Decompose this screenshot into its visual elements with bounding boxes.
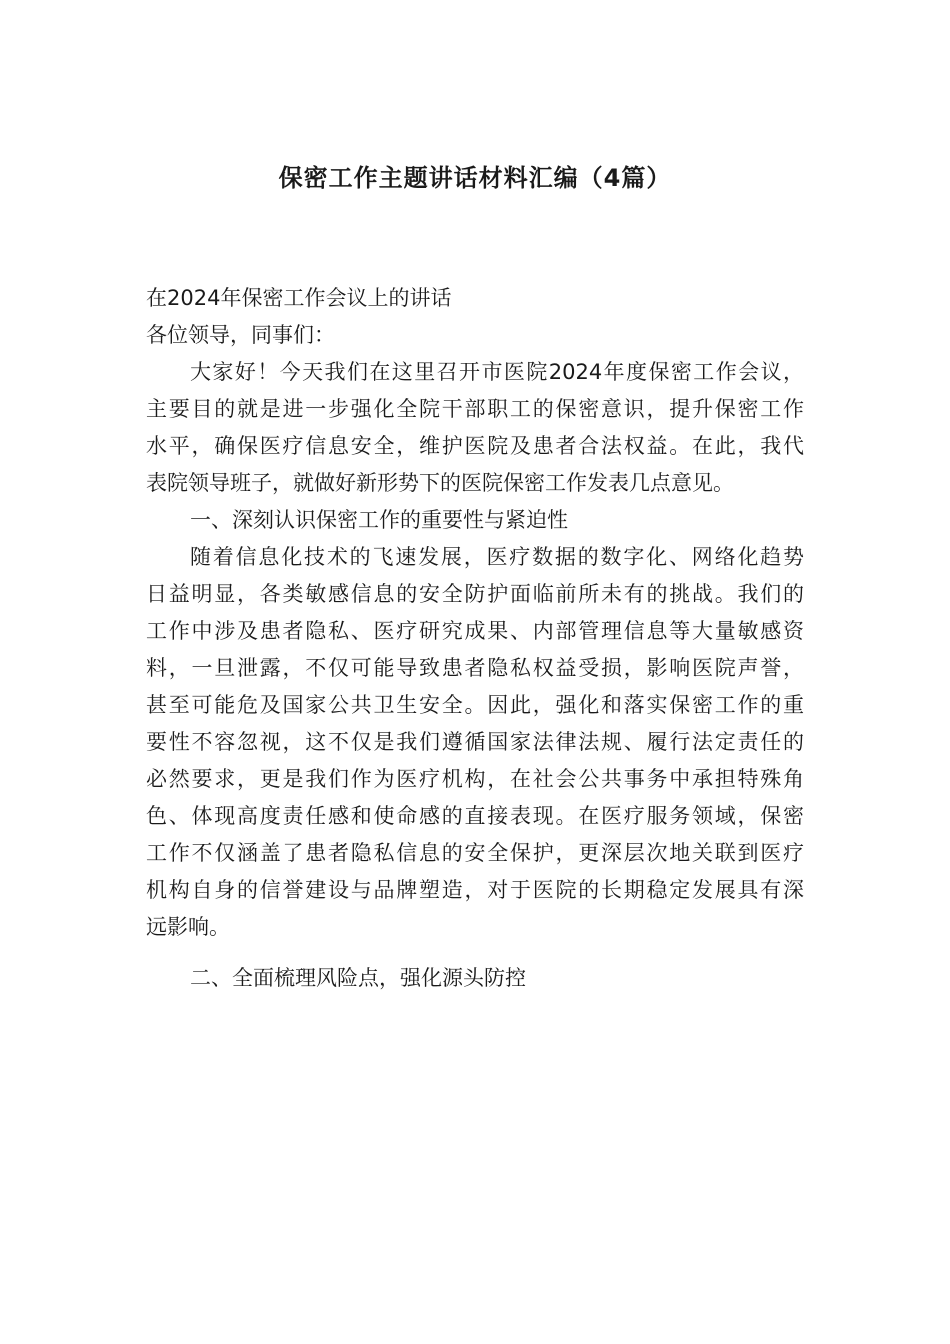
paragraph-intro bbox=[146, 354, 804, 502]
paragraph-line: 随着信息化技术的飞速发展，医疗数据的数字化、网络化趋势 bbox=[190, 545, 804, 569]
greeting: 各位领导，同事们： bbox=[146, 323, 335, 347]
paragraph-line: 必然要求，更是我们作为医疗机构，在社会公共事务中承担特殊角 bbox=[146, 767, 804, 791]
paragraph-line: 表院领导班子，就做好新形势下的医院保密工作发表几点意见。 bbox=[146, 471, 734, 495]
paragraph-line: 主要目的就是进一步强化全院干部职工的保密意识，提升保密工作 bbox=[146, 397, 804, 421]
document-title: 保密工作主题讲话材料汇编（4篇） bbox=[278, 164, 672, 192]
paragraph-line: 要性不容忽视，这不仅是我们遵循国家法律法规、履行法定责任的 bbox=[146, 730, 804, 754]
paragraph-line: 水平，确保医疗信息安全，维护医院及患者合法权益。在此，我代 bbox=[146, 434, 804, 458]
paragraph-line: 日益明显，各类敏感信息的安全防护面临前所未有的挑战。我们的 bbox=[146, 582, 804, 606]
paragraph-line: 机构自身的信誉建设与品牌塑造，对于医院的长期稳定发展具有深 bbox=[146, 878, 804, 902]
paragraph-importance bbox=[146, 539, 804, 946]
paragraph-line: 色、体现高度责任感和使命感的直接表现。在医疗服务领域，保密 bbox=[146, 804, 804, 828]
paragraph-line: 工作不仅涵盖了患者隐私信息的安全保护，更深层次地关联到医疗 bbox=[146, 841, 804, 865]
document-body bbox=[146, 280, 804, 997]
paragraph-line: 大家好！今天我们在这里召开市医院2024年度保密工作会议， bbox=[190, 360, 804, 384]
paragraph-line: 工作中涉及患者隐私、医疗研究成果、内部管理信息等大量敏感资 bbox=[146, 619, 804, 643]
paragraph-line: 料，一旦泄露，不仅可能导致患者隐私权益受损，影响医院声誉， bbox=[146, 656, 804, 680]
section-heading-2: 二、全面梳理风险点，强化源头防控 bbox=[190, 966, 526, 990]
speech-title: 在2024年保密工作会议上的讲话 bbox=[146, 286, 452, 310]
paragraph-line: 远影响。 bbox=[146, 915, 230, 939]
section-heading-1: 一、深刻认识保密工作的重要性与紧迫性 bbox=[190, 508, 568, 532]
paragraph-line: 甚至可能危及国家公共卫生安全。因此，强化和落实保密工作的重 bbox=[146, 693, 804, 717]
